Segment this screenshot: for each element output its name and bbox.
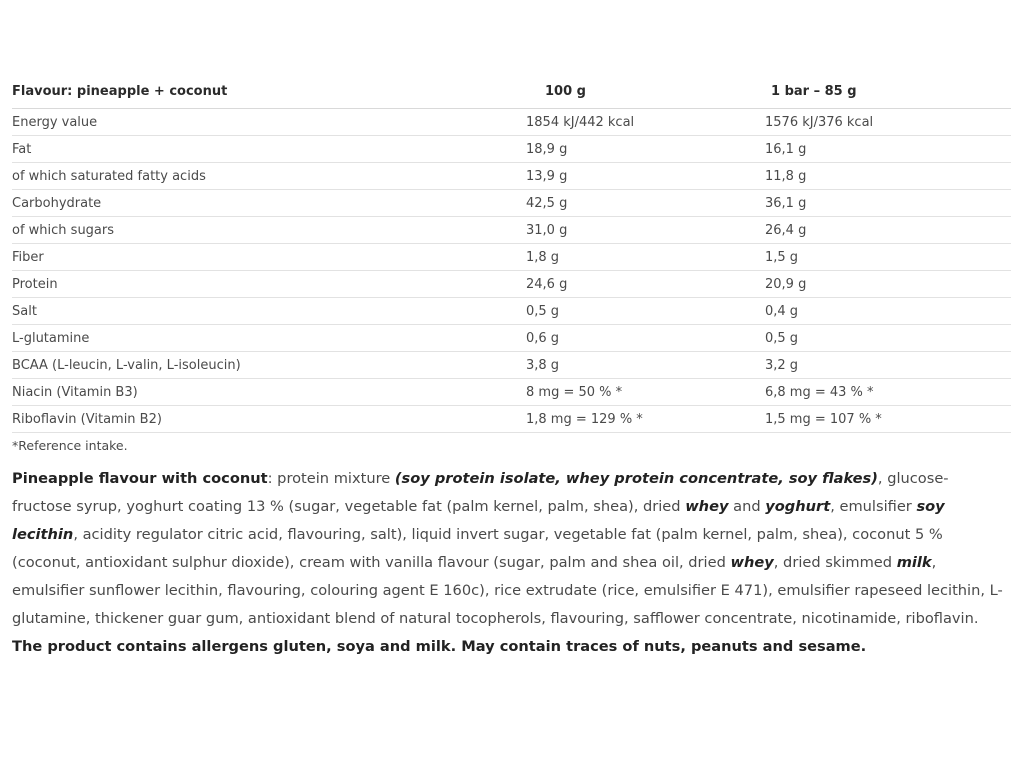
table-row — [12, 352, 1011, 379]
ingredient-highlight: (soy protein isolate, whey protein concentrate, soy flakes) — [394, 470, 878, 487]
nutrition-table — [12, 74, 1011, 433]
ingredient-text: , emulsifier — [830, 498, 917, 515]
nutrient-name: Protein — [12, 271, 524, 298]
value-per-bar: 1,5 mg = 107 % * — [763, 406, 1011, 433]
table-row — [12, 217, 1011, 244]
nutrient-name: L-glutamine — [12, 325, 524, 352]
ingredient-highlight: milk — [896, 554, 932, 571]
value-per-bar: 16,1 g — [763, 136, 1011, 163]
table-row — [12, 190, 1011, 217]
nutrient-name: Energy value — [12, 109, 524, 136]
value-per-100g: 13,9 g — [524, 163, 763, 190]
value-per-100g: 3,8 g — [524, 352, 763, 379]
header-flavour: Flavour: pineapple + coconut — [12, 74, 524, 109]
value-per-bar: 11,8 g — [763, 163, 1011, 190]
table-header-row — [12, 74, 1011, 109]
reference-intake-note: *Reference intake. — [12, 438, 128, 453]
header-per-bar: 1 bar – 85 g — [763, 74, 1011, 109]
nutrient-name: BCAA (L-leucin, L-valin, L-isoleucin) — [12, 352, 524, 379]
value-per-100g: 1,8 g — [524, 244, 763, 271]
value-per-100g: 8 mg = 50 % * — [524, 379, 763, 406]
nutrient-name: of which sugars — [12, 217, 524, 244]
table-row — [12, 298, 1011, 325]
value-per-bar: 3,2 g — [763, 352, 1011, 379]
ingredient-highlight: yoghurt — [765, 498, 831, 515]
nutrient-name: Fat — [12, 136, 524, 163]
value-per-100g: 1854 kJ/442 kcal — [524, 109, 763, 136]
ingredients-paragraph — [12, 465, 1007, 661]
ingredient-highlight: soy lecithin — [12, 498, 945, 543]
value-per-100g: 18,9 g — [524, 136, 763, 163]
value-per-bar: 26,4 g — [763, 217, 1011, 244]
ingredient-highlight: whey — [730, 554, 774, 571]
ingredient-text: , glucose-fructose syrup, yoghurt coating 13 % (sugar, vegetable fat (palm kernel, palm, shea), dried — [12, 470, 949, 515]
value-per-bar: 0,4 g — [763, 298, 1011, 325]
value-per-100g: 1,8 mg = 129 % * — [524, 406, 763, 433]
table-row — [12, 271, 1011, 298]
table-row — [12, 136, 1011, 163]
table-row — [12, 325, 1011, 352]
table-row — [12, 109, 1011, 136]
ingredient-highlight: The product contains allergens gluten, soya and milk. May contain traces of nuts, peanuts and sesame. — [12, 638, 867, 655]
value-per-100g: 24,6 g — [524, 271, 763, 298]
nutrient-name: Niacin (Vitamin B3) — [12, 379, 524, 406]
value-per-bar: 20,9 g — [763, 271, 1011, 298]
table-row — [12, 163, 1011, 190]
header-per-100g: 100 g — [524, 74, 763, 109]
value-per-100g: 31,0 g — [524, 217, 763, 244]
nutrient-name: Fiber — [12, 244, 524, 271]
nutrient-name: of which saturated fatty acids — [12, 163, 524, 190]
value-per-bar: 36,1 g — [763, 190, 1011, 217]
value-per-bar: 6,8 mg = 43 % * — [763, 379, 1011, 406]
ingredient-highlight: whey — [685, 498, 729, 515]
value-per-bar: 1576 kJ/376 kcal — [763, 109, 1011, 136]
value-per-100g: 42,5 g — [524, 190, 763, 217]
value-per-100g: 0,5 g — [524, 298, 763, 325]
nutrient-name: Riboflavin (Vitamin B2) — [12, 406, 524, 433]
ingredient-text: , emulsifier sunflower lecithin, flavouring, colouring agent E 160c), rice extrudate (rice, emulsifier E 471), emulsifier rapeseed lecithin, L-glutamine, thickener guar gum, antioxidant blend of natural tocopherols, flavouring, safflower concentrate, nicotinamide, riboflavin. — [12, 554, 1003, 627]
value-per-bar: 1,5 g — [763, 244, 1011, 271]
value-per-bar: 0,5 g — [763, 325, 1011, 352]
table-row — [12, 406, 1011, 433]
ingredient-highlight: Pineapple flavour with coconut — [12, 470, 268, 487]
ingredient-text: : protein mixture — [267, 470, 395, 487]
ingredient-text: , acidity regulator citric acid, flavouring, salt), liquid invert sugar, vegetable fat (palm kernel, palm, shea), coconut 5 % (coconut, antioxidant sulphur dioxide), cream with vanilla flavour (sugar, palm and shea oil, dried — [12, 526, 943, 571]
table-row — [12, 379, 1011, 406]
table-row — [12, 244, 1011, 271]
ingredient-text: and — [728, 498, 766, 515]
table-body — [12, 109, 1011, 433]
value-per-100g: 0,6 g — [524, 325, 763, 352]
ingredient-text: , dried skimmed — [773, 554, 897, 571]
nutrient-name: Salt — [12, 298, 524, 325]
nutrition-section — [12, 74, 1011, 661]
nutrient-name: Carbohydrate — [12, 190, 524, 217]
